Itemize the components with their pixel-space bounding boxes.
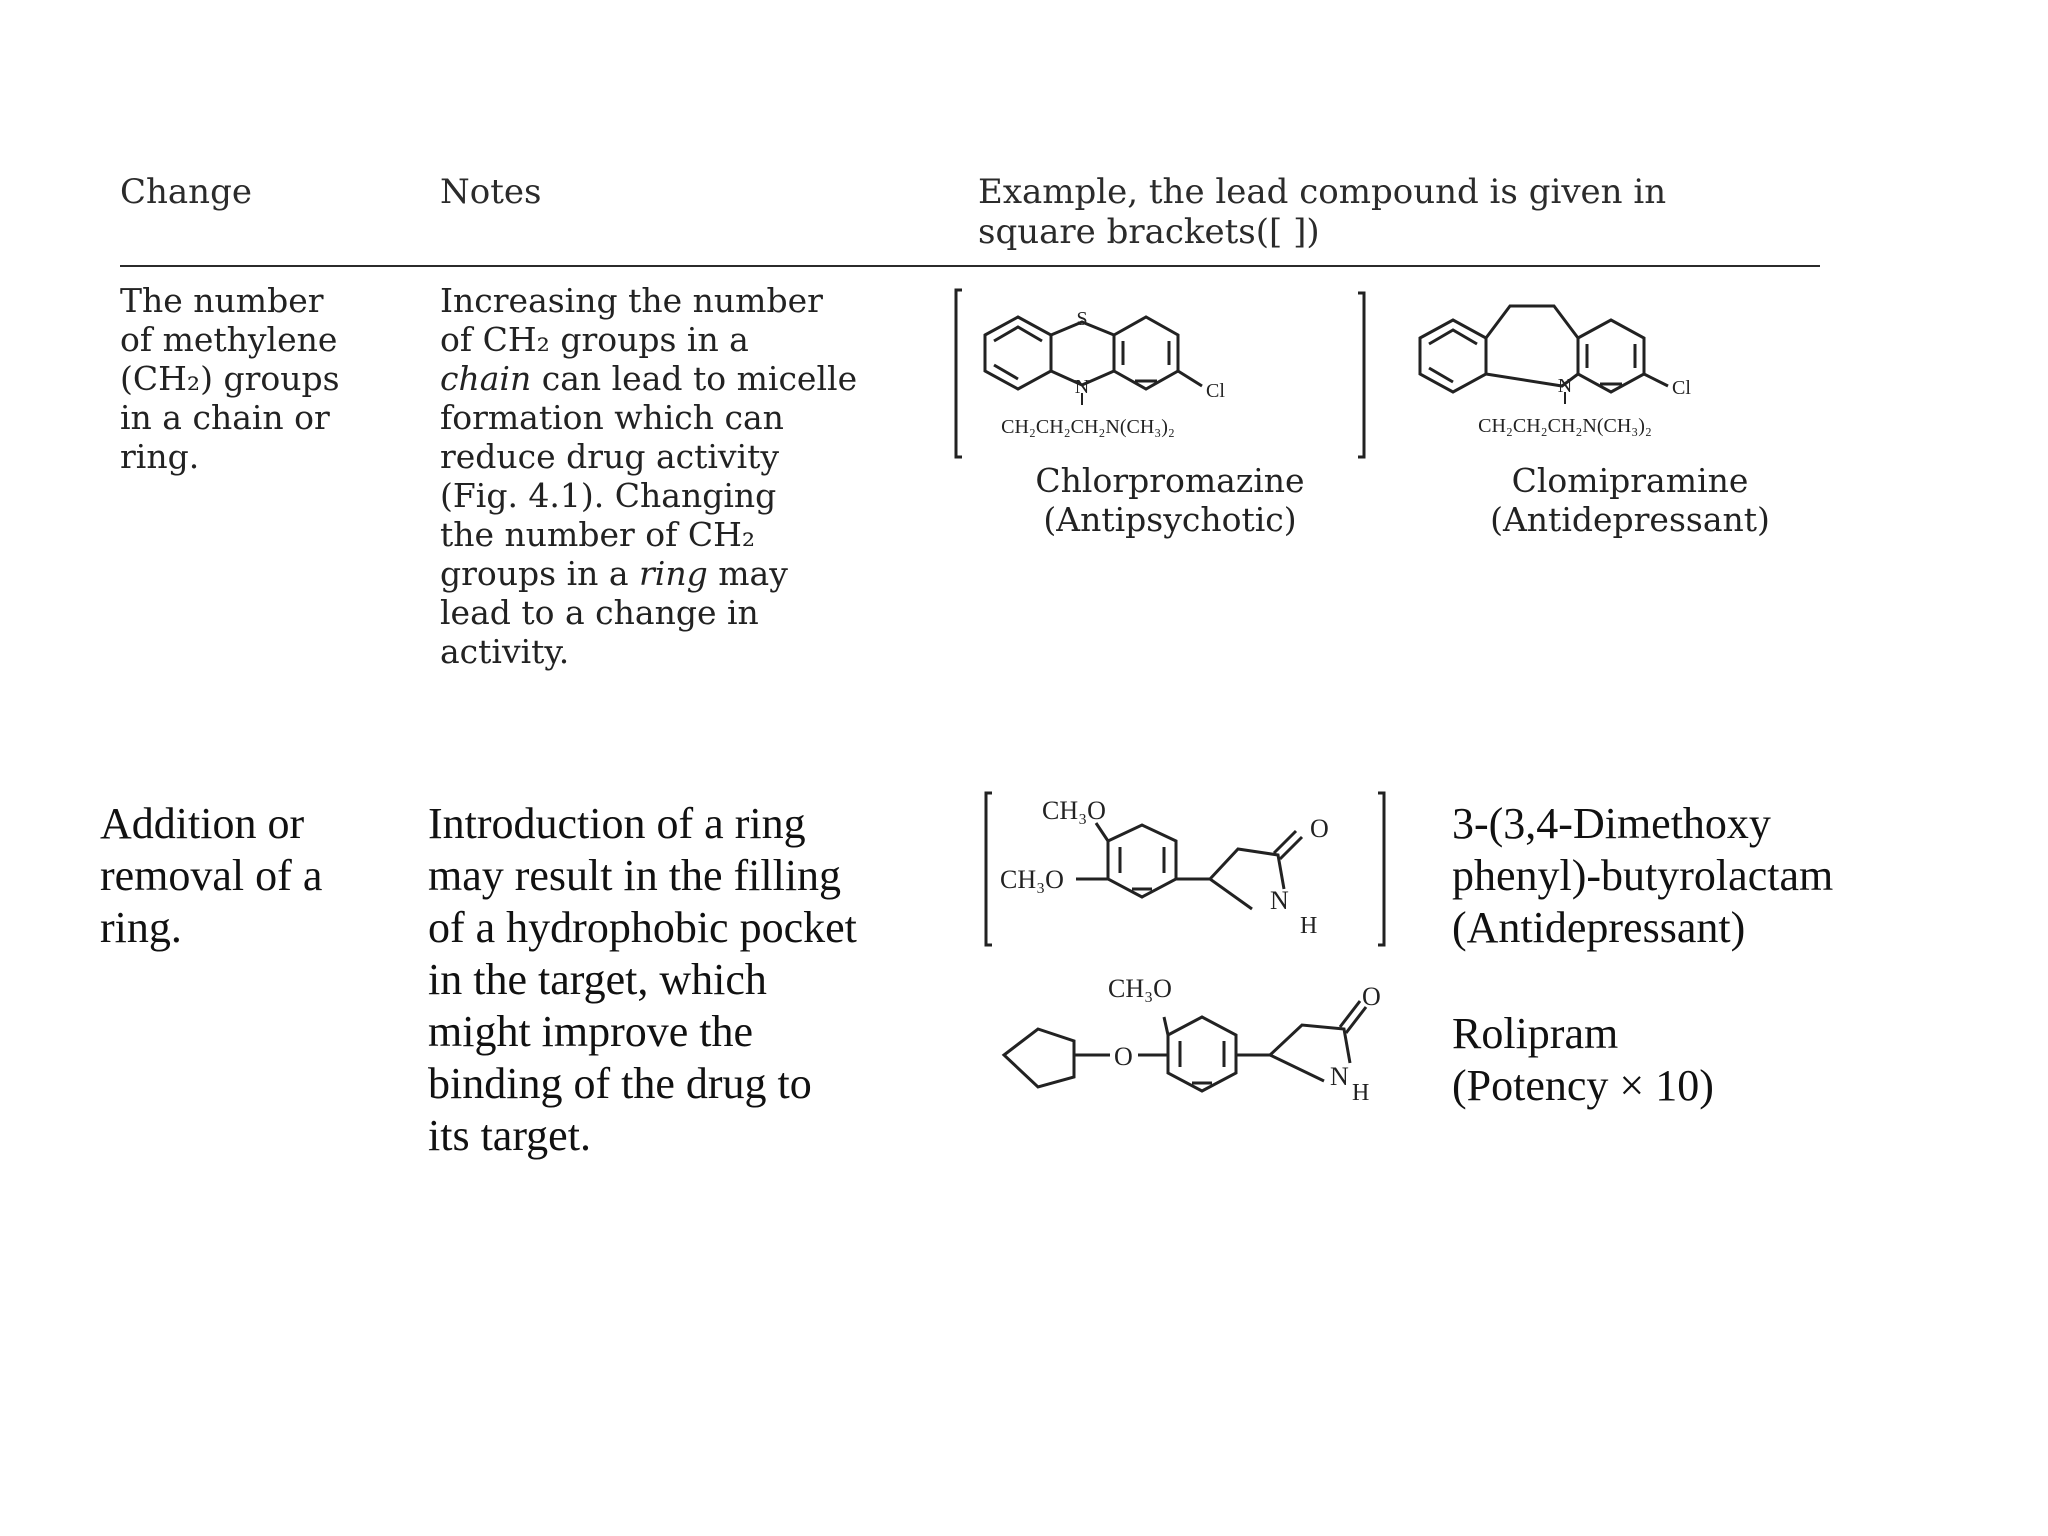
methoxy-top: CH₃O bbox=[1042, 796, 1106, 825]
compound-class: (Antidepressant) bbox=[1452, 903, 1746, 952]
compound-class: (Antipsychotic) bbox=[1043, 500, 1297, 539]
chlorine-atom: Cl bbox=[1672, 377, 1691, 399]
compound-class: (Antidepressant) bbox=[1490, 500, 1770, 539]
row2-change-line: Addition or bbox=[100, 799, 305, 848]
row1-notes-line: of CH₂ groups in a bbox=[440, 320, 749, 359]
row2-notes-line: may result in the filling bbox=[428, 851, 842, 900]
row2-notes-line: Introduction of a ring bbox=[428, 799, 806, 848]
lactam-nitrogen: N bbox=[1330, 1062, 1349, 1091]
nitrogen-atom: N bbox=[1074, 376, 1090, 398]
row2-notes-line: in the target, which bbox=[428, 955, 767, 1004]
row2-change bbox=[100, 798, 322, 954]
header-notes: Notes bbox=[440, 172, 542, 212]
lactam-hydrogen: H bbox=[1300, 913, 1318, 939]
row1-notes-ring-pre: groups in a bbox=[440, 554, 640, 593]
rolipram-structure bbox=[990, 955, 1450, 1155]
row1-change-line: of methylene bbox=[120, 320, 338, 359]
header-example-line2: square brackets([ ]) bbox=[978, 212, 1320, 252]
row1-notes-line: activity. bbox=[440, 632, 570, 671]
row1-notes-line bbox=[440, 359, 857, 398]
compound-name: Rolipram bbox=[1452, 1009, 1619, 1058]
row1-change bbox=[120, 281, 340, 476]
row2-change-line: ring. bbox=[100, 903, 182, 952]
header-rule bbox=[120, 265, 1820, 267]
row2-notes-line: might improve the bbox=[428, 1007, 754, 1056]
row1-change-line: in a chain or bbox=[120, 398, 330, 437]
compound-name: Clomipramine bbox=[1511, 461, 1749, 500]
butyrolactam-label bbox=[1452, 798, 1833, 954]
ether-oxygen: O bbox=[1114, 1042, 1133, 1071]
right-bracket bbox=[1358, 293, 1364, 457]
row2-notes-line: of a hydrophobic pocket bbox=[428, 903, 857, 952]
row1-notes-chain-italic: chain bbox=[440, 359, 532, 398]
compound-potency: (Potency × 10) bbox=[1452, 1061, 1714, 1110]
row1-notes-ring-italic: ring bbox=[639, 554, 708, 593]
sulfur-atom: S bbox=[1076, 308, 1088, 330]
header-example-line1: Example, the lead compound is given in bbox=[978, 172, 1667, 212]
row1-notes-chain-rest: can lead to micelle bbox=[531, 359, 858, 398]
header-change: Change bbox=[120, 172, 252, 212]
row1-change-line: ring. bbox=[120, 437, 200, 476]
rolipram-label bbox=[1452, 1008, 1714, 1112]
clomipramine-label bbox=[1450, 461, 1810, 539]
nitrogen-atom: N bbox=[1557, 375, 1573, 397]
row1-notes-line: the number of CH₂ bbox=[440, 515, 756, 554]
row1-notes-ring-post: may bbox=[707, 554, 788, 593]
left-bracket bbox=[986, 793, 992, 945]
row2-notes-line: its target. bbox=[428, 1111, 591, 1160]
chlorpromazine-label bbox=[990, 461, 1350, 539]
row1-notes-line bbox=[440, 554, 857, 593]
side-chain: CH₂CH₂CH₂N(CH₃)₂ bbox=[1478, 415, 1652, 437]
right-bracket bbox=[1378, 793, 1384, 945]
compound-name-line2: phenyl)-butyrolactam bbox=[1452, 851, 1834, 900]
header-example bbox=[978, 172, 1666, 252]
row1-change-line: The number bbox=[120, 281, 324, 320]
chlorine-atom: Cl bbox=[1206, 380, 1225, 402]
row2-change-line: removal of a bbox=[100, 851, 323, 900]
row1-notes-line: Increasing the number bbox=[440, 281, 823, 320]
carbonyl-oxygen: O bbox=[1310, 814, 1329, 843]
methoxy-left: CH₃O bbox=[1000, 865, 1064, 894]
compound-name-line1: 3-(3,4-Dimethoxy bbox=[1452, 799, 1771, 848]
chlorpromazine-structure bbox=[950, 285, 1370, 465]
row1-notes-line: formation which can bbox=[440, 398, 784, 437]
row1-notes-line: reduce drug activity bbox=[440, 437, 780, 476]
row2-notes-line: binding of the drug to bbox=[428, 1059, 812, 1108]
row1-notes-line: lead to a change in bbox=[440, 593, 759, 632]
row1-change-line: (CH₂) groups bbox=[120, 359, 340, 398]
carbonyl-oxygen: O bbox=[1362, 982, 1381, 1011]
row2-notes bbox=[428, 798, 857, 1162]
clomipramine-structure bbox=[1400, 290, 1820, 460]
left-bracket bbox=[956, 290, 962, 457]
lactam-nitrogen: N bbox=[1270, 886, 1289, 915]
compound-name: Chlorpromazine bbox=[1035, 461, 1305, 500]
side-chain: CH₂CH₂CH₂N(CH₃)₂ bbox=[1001, 416, 1175, 438]
row1-notes-line: (Fig. 4.1). Changing bbox=[440, 476, 777, 515]
butyrolactam-structure bbox=[980, 785, 1400, 955]
methoxy-group: CH₃O bbox=[1108, 974, 1172, 1003]
lactam-hydrogen: H bbox=[1352, 1080, 1370, 1106]
row1-notes bbox=[440, 281, 857, 671]
